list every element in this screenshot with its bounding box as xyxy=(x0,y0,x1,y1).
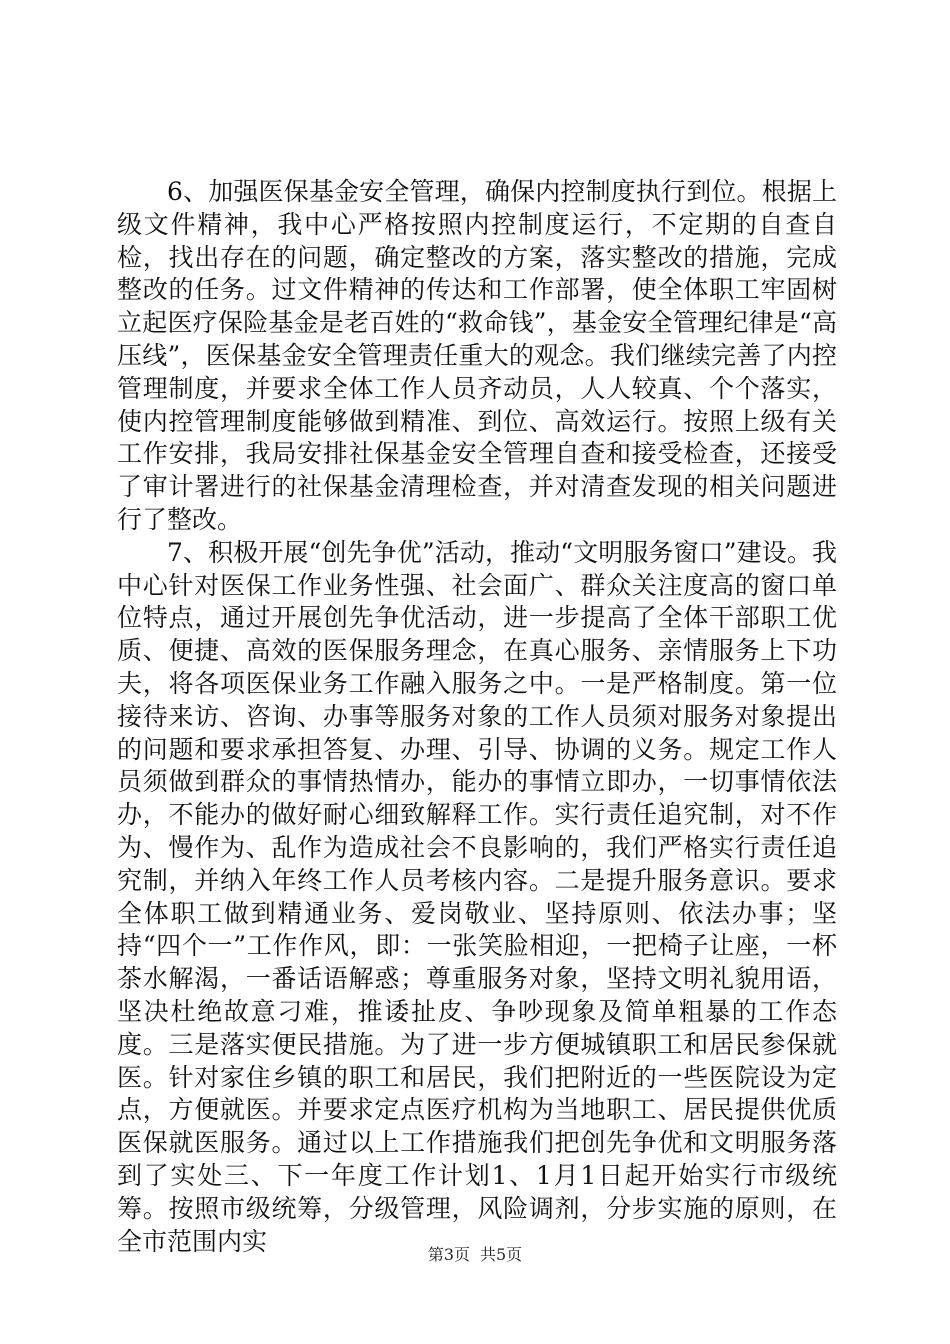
page-number: 第3页 xyxy=(427,1245,470,1264)
page-total: 共5页 xyxy=(480,1245,523,1264)
paragraph-7: 7、积极开展“创先争优”活动，推动“文明服务窗口”建设。我中心针对医保工作业务性强、社会面广、群众关注度高的窗口单位特点，通过开展创先争优活动，进一步提高了全体干部职工优质、便捷、高效的医保服务理念，在真心服务、亲情服务上下功夫，将各项医保业务工作融入服务之中。一是严格制度。第一位接待来访、咨询、办事等服务对象的工作人员须对服务对象提出的问题和要求承担答复、办理、引导、协调的义务。规定工作人员须做到群众的事情热情办，能办的事情立即办，一切事情依法办，不能办的做好耐心细致解释工作。实行责任追究制，对不作为、慢作为、乱作为造成社会不良影响的，我们严格实行责任追究制，并纳入年终工作人员考核内容。二是提升服务意识。要求全体职工做到精通业务、爱岗敬业、坚持原则、依法办事；坚持“四个一”工作作风，即：一张笑脸相迎，一把椅子让座，一杯茶水解渴，一番话语解惑；尊重服务对象，坚持文明礼貌用语，坚决杜绝故意刁难，推诿扯皮、争吵现象及简单粗暴的工作态度。三是落实便民措施。为了进一步方便城镇职工和居民参保就医。针对家住乡镇的职工和居民，我们把附近的一些医院设为定点，方便就医。并要求定点医疗机构为当地职工、居民提供优质医保就医服务。通过以上工作措施我们把创先争优和文明服务落到了实处三、下一年度工作计划1、1月1日起开始实行市级统筹。按照市级统筹，分级管理，风险调剂，分步实施的原则，在全市范围内实 xyxy=(117,537,837,1256)
paragraph-6: 6、加强医保基金安全管理，确保内控制度执行到位。根据上级文件精神，我中心严格按照内控制度运行，不定期的自查自检，找出存在的问题，确定整改的方案，落实整改的措施，完成整改的任务。过文件精神的传达和工作部署，使全体职工牢固树立起医疗保险基金是老百姓的“救命钱”，基金安全管理纪律是“高压线”，医保基金安全管理责任重大的观念。我们继续完善了内控管理制度，并要求全体工作人员齐动员，人人较真、个个落实，使内控管理制度能够做到精准、到位、高效运行。按照上级有关工作安排，我局安排社保基金安全管理自查和接受检查，还接受了审计署进行的社保基金清理检查，并对清查发现的相关问题进行了整改。 xyxy=(117,177,837,534)
page-footer xyxy=(0,1245,950,1265)
document-body xyxy=(117,176,837,1258)
